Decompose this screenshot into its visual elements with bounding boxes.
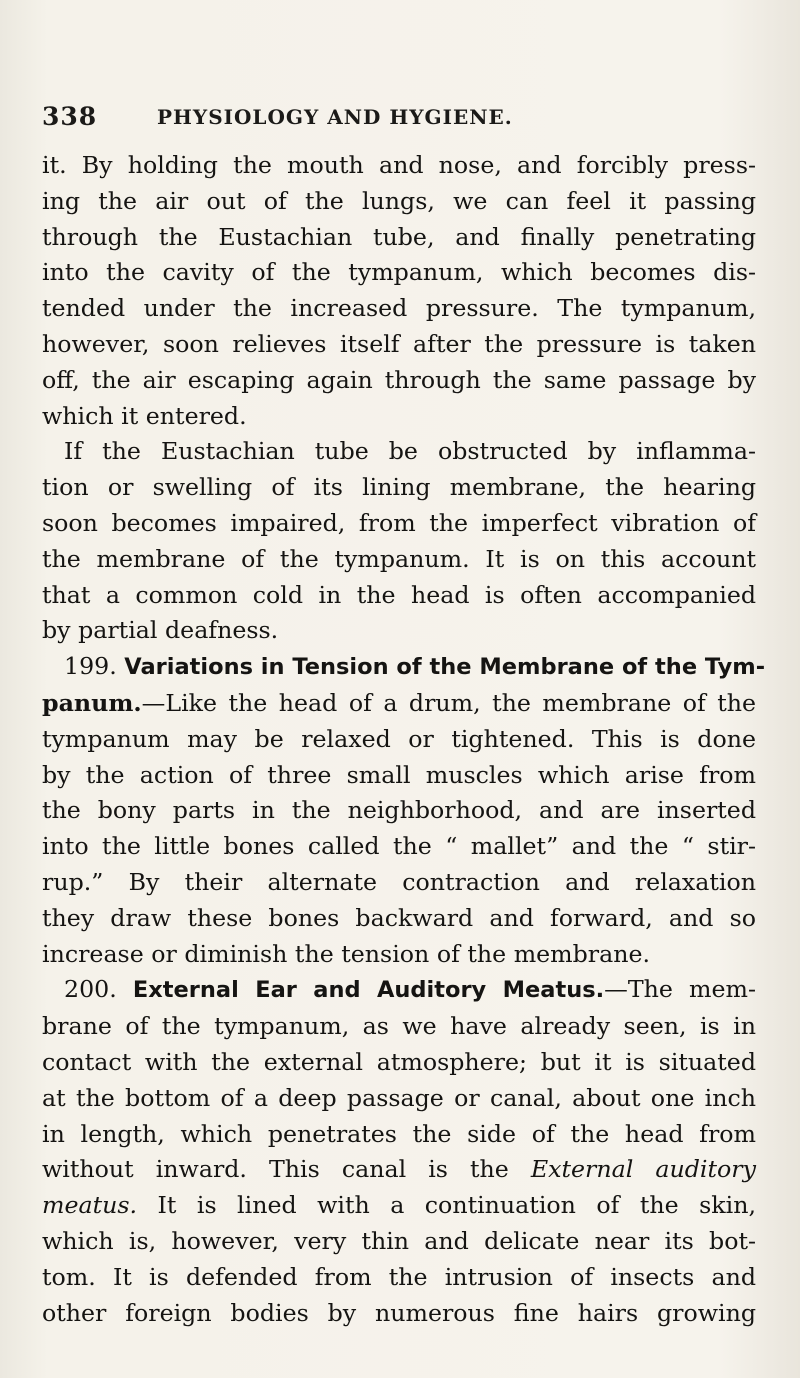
section-text-start: —Like the head of a drum, the membrane of the (141, 688, 756, 717)
text-line (42, 1188, 756, 1224)
text-line: it. By holding the mouth and nose, and forcibly press- (42, 151, 756, 179)
paragraph-199 (42, 649, 766, 972)
text-line: off, the air escaping again through the same passage by (42, 365, 756, 394)
section-text-start: —The mem- (604, 975, 756, 1004)
text-line: tom. It is defended from the intrusion of insects and (42, 1262, 756, 1291)
text-line: in length, which penetrates the side of the head from (42, 1119, 756, 1148)
section-title: Variations in Tension of the Membrane of the Tym- (124, 654, 766, 681)
running-head: PHYSIOLOGY AND HYGIENE. (157, 105, 513, 129)
text-line: through the Eustachian tube, and finally penetrating (42, 222, 756, 251)
text-line: increase or diminish the tension of the membrane. (42, 939, 651, 968)
text-line: If the Eustachian tube be obstructed by inflamma- (64, 437, 756, 466)
text-line: into the little bones called the “ mallet” and the “ stir- (42, 832, 756, 861)
paragraph-1 (42, 148, 756, 434)
text-line: which is, however, very thin and delicate near its bot- (42, 1226, 756, 1255)
body-text (42, 148, 766, 1331)
text-line: the membrane of the tympanum. It is on this account (42, 544, 756, 573)
section-number: 199. (64, 652, 117, 681)
text-line: tympanum may be relaxed or tightened. This is done (42, 724, 756, 753)
text-line: tion or swelling of its lining membrane, the hearing (42, 473, 756, 502)
text-line (42, 1152, 756, 1188)
section-number: 200. (64, 975, 117, 1004)
text-line: ing the air out of the lungs, we can feel it passing (42, 186, 756, 215)
italic-term: meatus. (42, 1191, 138, 1220)
text-line: by partial deafness. (42, 616, 279, 645)
paragraph-200 (42, 972, 756, 1331)
text-line: however, soon relieves itself after the pressure is taken (42, 329, 756, 358)
text-line: which it entered. (42, 401, 247, 430)
text-line: tended under the increased pressure. The tympanum, (42, 294, 756, 323)
text-run: without inward. This canal is the (42, 1155, 531, 1184)
paragraph-2 (42, 434, 756, 649)
section-title-continued: panum. (42, 688, 142, 717)
page-header (42, 102, 748, 138)
text-line: that a common cold in the head is often accompanied (42, 580, 756, 609)
text-line: other foreign bodies by numerous fine hairs growing (42, 1298, 756, 1327)
text-line: the bony parts in the neighborhood, and are inserted (42, 796, 756, 825)
text-line: soon becomes impaired, from the imperfect vibration of (42, 508, 756, 537)
page-number: 338 (42, 102, 98, 131)
text-line (42, 686, 756, 722)
italic-term: External auditory (530, 1155, 756, 1184)
text-line: brane of the tympanum, as we have already seen, is in (42, 1012, 756, 1041)
section-heading-line (42, 972, 756, 1009)
text-line: by the action of three small muscles which arise from (42, 760, 756, 789)
text-line: they draw these bones backward and forward, and so (42, 903, 756, 932)
text-line: at the bottom of a deep passage or canal, about one inch (42, 1083, 756, 1112)
text-line: rup.” By their alternate contraction and relaxation (42, 867, 756, 896)
text-run: It is lined with a continuation of the skin, (137, 1191, 756, 1220)
section-title: External Ear and Auditory Meatus. (132, 977, 605, 1004)
section-heading-line (42, 649, 766, 686)
text-line: contact with the external atmosphere; but it is situated (42, 1047, 756, 1076)
text-line: into the cavity of the tympanum, which becomes dis- (42, 258, 756, 287)
